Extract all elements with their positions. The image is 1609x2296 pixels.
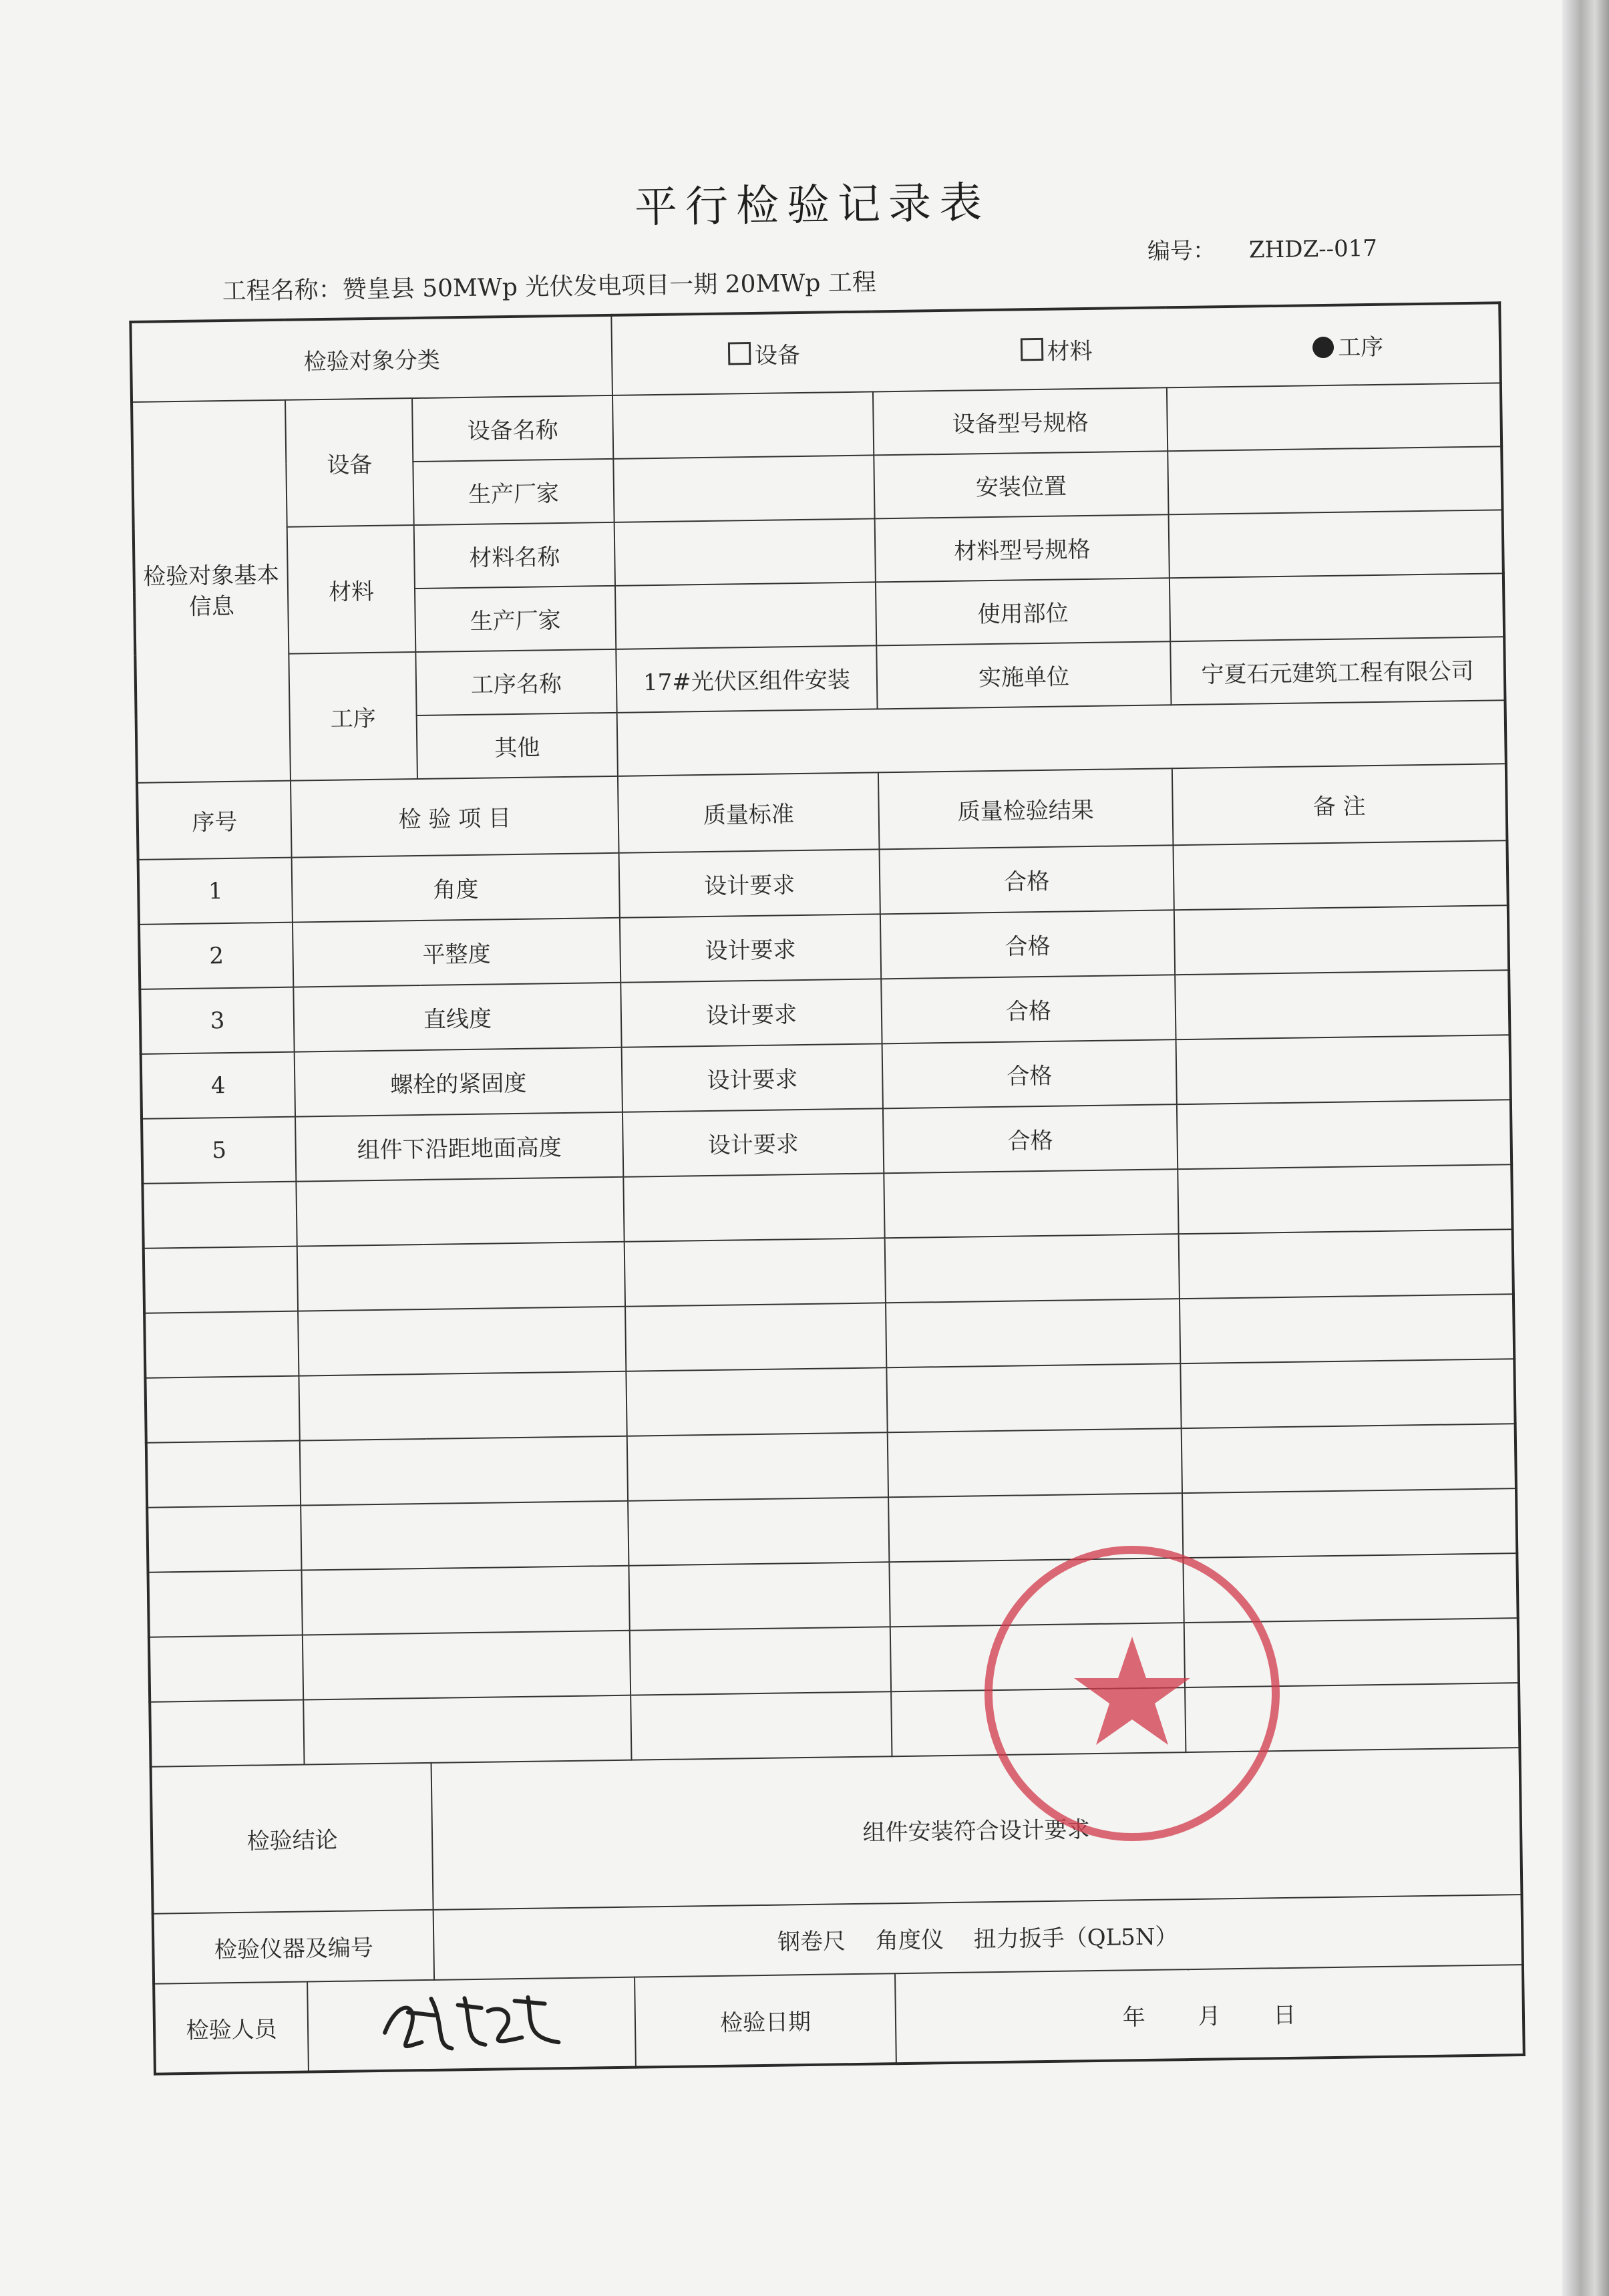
checkbox-empty-icon (1020, 338, 1043, 361)
handwritten-signature (371, 1983, 572, 2059)
material-model-label: 材料型号规格 (875, 514, 1170, 582)
row-standard-cell (623, 1173, 884, 1241)
inspection-sheet (127, 141, 1524, 2164)
row-item-cell: 直线度 (293, 983, 621, 1052)
row-result-cell: 合格 (883, 1104, 1178, 1173)
row-item-cell (298, 1307, 626, 1376)
item-rows (138, 840, 1520, 1766)
row-remark-cell (1173, 840, 1507, 910)
option-material-label: 材料 (1047, 337, 1093, 365)
equipment-name-value (612, 391, 874, 458)
row-seq-cell (142, 1182, 297, 1249)
row-seq-cell (149, 1635, 303, 1702)
row-result-cell (889, 1558, 1184, 1627)
row-seq-cell (145, 1376, 299, 1443)
row-result-cell (888, 1493, 1183, 1562)
material-name-label: 材料名称 (414, 522, 615, 589)
date-value: 年 月 日 (895, 1965, 1524, 2064)
material-name-value (614, 518, 876, 585)
form-number-value: ZHDZ--017 (1248, 234, 1378, 264)
process-unit-value: 宁夏石元建筑工程有限公司 (1170, 637, 1505, 705)
equipment-name-label: 设备名称 (412, 395, 613, 462)
row-standard-cell (630, 1627, 891, 1695)
material-model-value (1169, 510, 1503, 578)
row-seq-cell (146, 1441, 301, 1508)
form-number (1147, 230, 1378, 266)
row-remark-cell (1179, 1229, 1513, 1299)
process-other-label: 其他 (417, 713, 618, 779)
process-other-value (617, 700, 1506, 776)
row-standard-cell (626, 1367, 887, 1436)
option-equipment-label: 设备 (754, 341, 801, 369)
row-result-cell (886, 1363, 1181, 1432)
row-standard-cell (625, 1303, 886, 1371)
row-item-cell (301, 1566, 629, 1635)
equipment-maker-value (613, 455, 874, 522)
checkbox-empty-icon (728, 342, 751, 365)
row-standard-cell: 设计要求 (622, 1043, 883, 1112)
row-remark-cell (1182, 1488, 1517, 1558)
equipment-location-label: 安装位置 (874, 451, 1168, 518)
basic-info-label: 检验对象基本信息 (132, 400, 291, 783)
row-standard-cell: 设计要求 (619, 849, 880, 917)
row-item-cell (297, 1242, 625, 1311)
row-standard-cell (627, 1432, 888, 1500)
equipment-maker-label: 生产厂家 (413, 459, 614, 525)
scan-edge (1562, 0, 1609, 2296)
result-header: 质量检验结果 (878, 768, 1174, 849)
classification-label: 检验对象分类 (130, 315, 612, 402)
row-item-cell (303, 1631, 631, 1700)
equipment-model-value (1167, 383, 1501, 451)
standard-header: 质量标准 (618, 772, 880, 852)
row-standard-cell (631, 1691, 892, 1760)
process-name-value: 17#光伏区组件安装 (616, 645, 877, 712)
row-standard-cell (624, 1238, 886, 1306)
row-standard-cell (628, 1497, 889, 1565)
filled-dot-icon (1312, 337, 1334, 358)
signoff-row (154, 1965, 1524, 2074)
row-result-cell (890, 1623, 1185, 1691)
row-seq-cell: 5 (142, 1117, 296, 1184)
row-result-cell (886, 1299, 1180, 1367)
material-usage-label: 使用部位 (876, 578, 1170, 645)
material-group-label: 材料 (287, 525, 416, 654)
row-remark-cell (1180, 1359, 1515, 1428)
row-standard-cell (629, 1562, 890, 1630)
row-item-cell (303, 1695, 631, 1765)
row-seq-cell (147, 1506, 301, 1573)
row-result-cell: 合格 (881, 975, 1176, 1043)
row-remark-cell (1182, 1424, 1516, 1493)
conclusion-value: 组件安装符合设计要求 (431, 1748, 1522, 1910)
row-remark-cell (1177, 1100, 1511, 1169)
row-seq-cell (148, 1571, 303, 1637)
row-result-cell (891, 1687, 1186, 1756)
row-remark-cell (1183, 1553, 1517, 1623)
row-standard-cell: 设计要求 (620, 914, 881, 982)
row-item-cell (300, 1436, 628, 1506)
classification-options (611, 303, 1501, 395)
remark-header: 备 注 (1172, 764, 1507, 845)
material-maker-value (615, 582, 876, 649)
process-unit-label: 实施单位 (876, 641, 1171, 709)
row-remark-cell (1176, 1035, 1511, 1104)
row-standard-cell: 设计要求 (622, 1108, 884, 1176)
option-equipment (728, 337, 801, 371)
date-label: 检验日期 (635, 1973, 896, 2067)
row-remark-cell (1175, 970, 1509, 1039)
row-seq-cell (144, 1247, 298, 1313)
inspector-signature-cell (307, 1977, 636, 2072)
row-seq-cell: 3 (140, 987, 294, 1054)
row-standard-cell: 设计要求 (620, 979, 882, 1047)
row-item-cell: 角度 (292, 853, 620, 923)
row-seq-cell (150, 1700, 304, 1767)
row-result-cell (885, 1234, 1180, 1303)
row-result-cell: 合格 (880, 845, 1174, 914)
form-number-label: 编号： (1147, 237, 1216, 265)
form-title: 平行检验记录表 (634, 178, 991, 233)
material-usage-value (1170, 573, 1504, 641)
inspection-table (129, 301, 1526, 2075)
process-name-label: 工序名称 (415, 649, 616, 715)
equipment-group-label: 设备 (285, 398, 414, 527)
row-item-cell (296, 1177, 624, 1247)
row-remark-cell (1180, 1294, 1514, 1363)
option-process (1312, 329, 1384, 362)
project-name: 工程名称：赞皇县 50MWp 光伏发电项目一期 20MWp 工程 (222, 269, 877, 306)
option-material (1020, 333, 1093, 367)
row-seq-cell: 1 (138, 858, 293, 925)
equipment-location-value (1168, 446, 1502, 514)
equipment-model-label: 设备型号规格 (873, 387, 1168, 455)
row-item-cell: 螺栓的紧固度 (295, 1047, 622, 1117)
row-seq-cell (144, 1311, 299, 1378)
row-seq-cell: 4 (141, 1052, 295, 1119)
seq-header: 序号 (137, 781, 292, 860)
row-result-cell: 合格 (880, 910, 1175, 979)
row-item-cell: 平整度 (293, 918, 620, 987)
row-item-cell (301, 1501, 629, 1571)
row-item-cell: 组件下沿距地面高度 (295, 1112, 623, 1182)
process-group-label: 工序 (289, 652, 417, 781)
row-result-cell (884, 1169, 1178, 1238)
row-remark-cell (1178, 1164, 1512, 1234)
row-remark-cell (1184, 1618, 1519, 1687)
row-remark-cell (1174, 905, 1509, 975)
instruments-value: 钢卷尺 角度仪 扭力扳手（QL5N） (433, 1895, 1523, 1980)
conclusion-label: 检验结论 (151, 1763, 433, 1914)
row-result-cell: 合格 (882, 1039, 1177, 1108)
inspector-label: 检验人员 (154, 1981, 309, 2074)
row-remark-cell (1185, 1683, 1519, 1752)
option-process-label: 工序 (1338, 333, 1384, 361)
instruments-label: 检验仪器及编号 (153, 1910, 434, 1984)
item-header: 检 验 项 目 (291, 776, 619, 858)
conclusion-row (151, 1748, 1522, 1914)
row-seq-cell: 2 (139, 923, 293, 989)
row-item-cell (299, 1371, 627, 1441)
material-maker-label: 生产厂家 (415, 586, 616, 652)
row-result-cell (888, 1428, 1182, 1497)
